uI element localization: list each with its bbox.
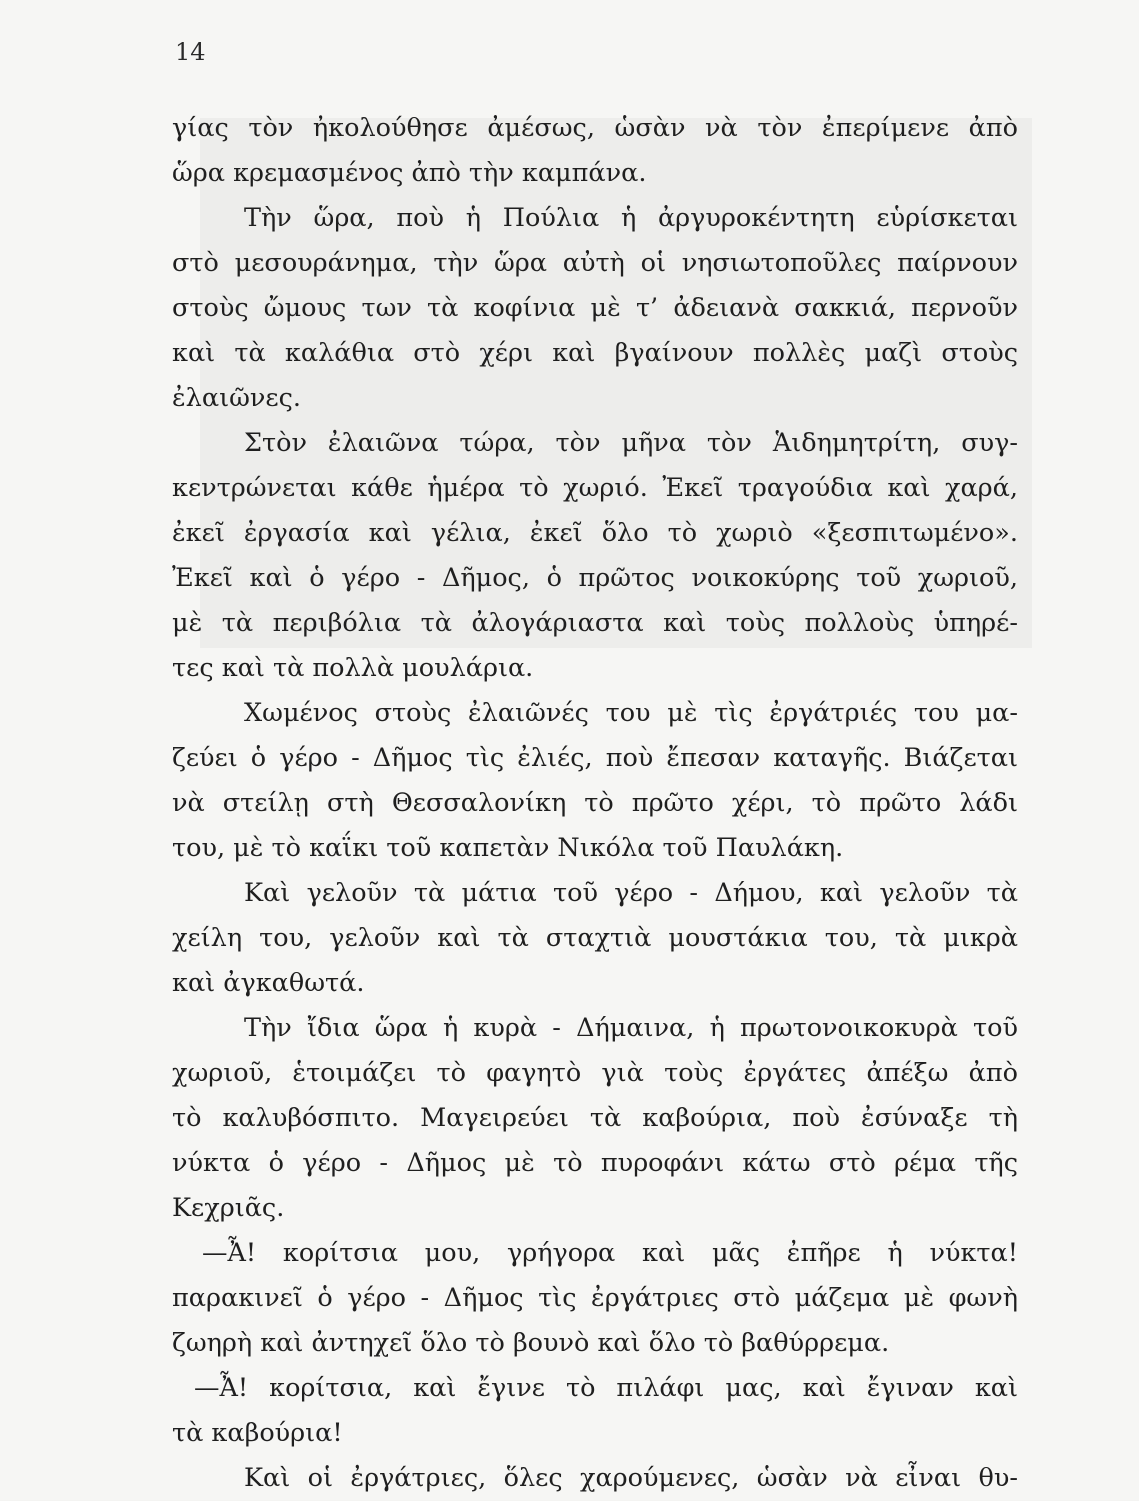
text-line: χωριοῦ, ἑτοιμάζει τὸ φαγητὸ γιὰ τοὺς ἐργάτες ἀπέξω ἀπὸ xyxy=(172,1058,1018,1088)
text-line: Τὴν ἴδια ὥρα ἡ κυρὰ - Δήμαινα, ἡ πρωτονοικοκυρὰ τοῦ xyxy=(244,1013,1018,1043)
text-line: μὲ τὰ περιβόλια τὰ ἀλογάριαστα καὶ τοὺς πολλοὺς ὑπηρέ- xyxy=(172,608,1018,638)
text-line: στὸ μεσουράνημα, τὴν ὥρα αὐτὴ οἱ νησιωτοποῦλες παίρνουν xyxy=(172,248,1018,278)
text-line: τὰ καβούρια! xyxy=(172,1418,343,1448)
text-line: ἐκεῖ ἐργασία καὶ γέλια, ἐκεῖ ὅλο τὸ χωριὸ «ξεσπιτωμένο». xyxy=(172,518,1018,548)
text-line: Καὶ γελοῦν τὰ μάτια τοῦ γέρο - Δήμου, καὶ γελοῦν τὰ xyxy=(244,878,1018,908)
text-line: καὶ ἀγκαθωτά. xyxy=(172,968,365,998)
text-line: —Ἆ! κορίτσια, καὶ ἔγινε τὸ πιλάφι μας, καὶ ἔγιναν καὶ xyxy=(194,1373,1018,1403)
text-line: ζεύει ὁ γέρο - Δῆμος τὶς ἐλιές, ποὺ ἔπεσαν καταγῆς. Βιάζεται xyxy=(172,743,1018,773)
text-line: Καὶ οἱ ἐργάτριες, ὅλες χαρούμενες, ὡσὰν νὰ εἶναι θυ- xyxy=(244,1463,1018,1493)
text-line: τες καὶ τὰ πολλὰ μουλάρια. xyxy=(172,653,534,683)
text-line: ὥρα κρεμασμένος ἀπὸ τὴν καμπάνα. xyxy=(172,158,647,188)
text-line: ἐλαιῶνες. xyxy=(172,383,301,413)
text-line: Στὸν ἐλαιῶνα τώρα, τὸν μῆνα τὸν Ἁιδημητρίτη, συγ- xyxy=(244,428,1018,458)
text-line: νύκτα ὁ γέρο - Δῆμος μὲ τὸ πυροφάνι κάτω στὸ ρέμα τῆς xyxy=(172,1148,1018,1178)
text-line: Τὴν ὥρα, ποὺ ἡ Πούλια ἡ ἀργυροκέντητη εὑρίσκεται xyxy=(244,203,1018,233)
text-line: ζωηρὴ καὶ ἀντηχεῖ ὅλο τὸ βουνὸ καὶ ὅλο τὸ βαθύρρεμα. xyxy=(172,1328,890,1358)
text-line: Κεχριᾶς. xyxy=(172,1193,285,1223)
text-line: παρακινεῖ ὁ γέρο - Δῆμος τὶς ἐργάτριες στὸ μάζεμα μὲ φωνὴ xyxy=(172,1283,1018,1313)
text-line: Ἐκεῖ καὶ ὁ γέρο - Δῆμος, ὁ πρῶτος νοικοκύρης τοῦ χωριοῦ, xyxy=(172,563,1018,593)
text-line: κεντρώνεται κάθε ἡμέρα τὸ χωριό. Ἐκεῖ τραγούδια καὶ χαρά, xyxy=(172,473,1018,503)
text-line: τὸ καλυβόσπιτο. Μαγειρεύει τὰ καβούρια, ποὺ ἐσύναξε τὴ xyxy=(172,1103,1018,1133)
text-line: γίας τὸν ἠκολούθησε ἀμέσως, ὡσὰν νὰ τὸν ἐπερίμενε ἀπὸ xyxy=(172,113,1018,143)
text-line: Χωμένος στοὺς ἐλαιῶνές του μὲ τὶς ἐργάτριές του μα- xyxy=(244,698,1018,728)
text-line: καὶ τὰ καλάθια στὸ χέρι καὶ βγαίνουν πολλὲς μαζὶ στοὺς xyxy=(172,338,1018,368)
body-text xyxy=(172,106,1018,1501)
text-line: —Ἆ! κορίτσια μου, γρήγορα καὶ μᾶς ἐπῆρε ἡ νύκτα! xyxy=(202,1238,1018,1268)
text-line: του, μὲ τὸ καΐκι τοῦ καπετὰν Νικόλα τοῦ Παυλάκη. xyxy=(172,833,844,863)
text-line: στοὺς ὤμους των τὰ κοφίνια μὲ τ’ ἀδειανὰ σακκιά, περνοῦν xyxy=(172,293,1018,323)
page-number: 14 xyxy=(175,38,206,66)
text-line: νὰ στείλῃ στὴ Θεσσαλονίκη τὸ πρῶτο χέρι, τὸ πρῶτο λάδι xyxy=(172,788,1018,818)
text-line: χείλη του, γελοῦν καὶ τὰ σταχτιὰ μουστάκια του, τὰ μικρὰ xyxy=(172,923,1018,953)
